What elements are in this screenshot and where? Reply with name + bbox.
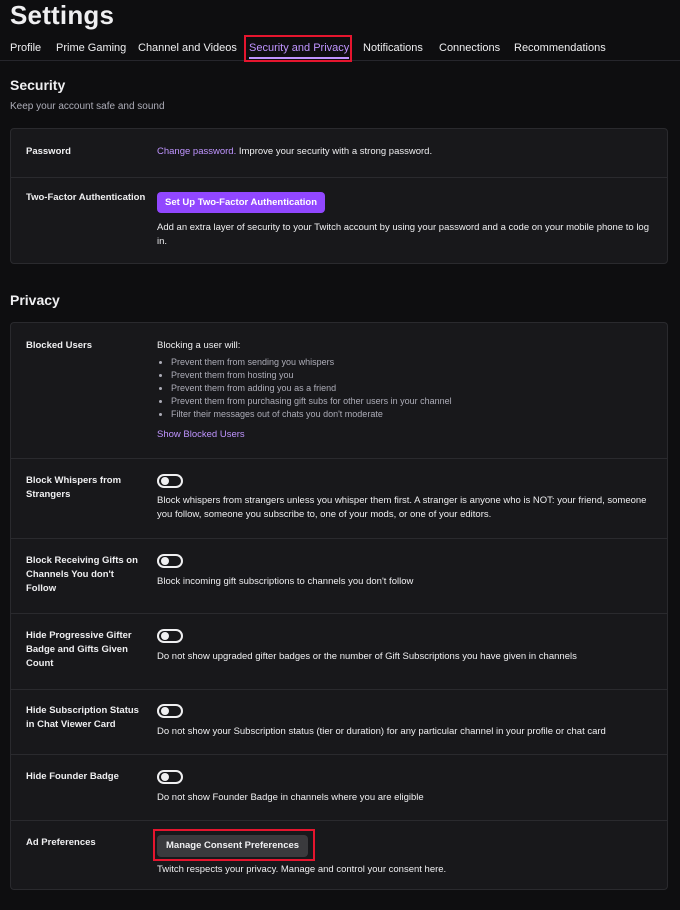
hide-gifter-row: [11, 613, 667, 690]
blocked-users-intro: Blocking a user will:: [157, 340, 241, 351]
tab-security-and-privacy[interactable]: Security and Privacy: [249, 42, 350, 54]
list-item: • Prevent them from sending you whispers: [171, 356, 657, 369]
page-title: Settings: [10, 0, 115, 30]
block-gifts-content: [157, 554, 657, 589]
two-factor-description: Add an extra layer of security to your Twitch account by using your password and a code on your mobile phone to log in.: [157, 222, 649, 247]
hide-gifter-toggle[interactable]: [157, 629, 183, 643]
password-content: [157, 145, 657, 159]
two-factor-row: [11, 177, 667, 263]
tab-notifications[interactable]: Notifications: [363, 42, 423, 54]
hide-founder-description: Do not show Founder Badge in channels where you are eligible: [157, 792, 424, 803]
privacy-card: [10, 322, 668, 890]
security-section-title: Security: [10, 77, 66, 93]
block-whispers-toggle[interactable]: [157, 474, 183, 488]
hide-founder-toggle[interactable]: [157, 770, 183, 784]
block-whispers-description: Block whispers from strangers unless you whisper them first. A stranger is anyone who is NOT: your friend, someone you follow, someone you subscribe to, one of your mods, or one of your editors.: [157, 495, 647, 520]
ad-preferences-description: Twitch respects your privacy. Manage and control your consent here.: [157, 864, 447, 875]
toggle-knob: [161, 773, 169, 781]
security-section-subtitle: Keep your account safe and sound: [10, 101, 165, 112]
list-item: • Filter their messages out of chats you don't moderate: [171, 408, 657, 421]
password-label: Password: [26, 146, 71, 157]
blocked-users-row: [11, 323, 667, 459]
tab-recommendations[interactable]: Recommendations: [514, 42, 606, 54]
hide-sub-status-row: [11, 689, 667, 755]
setup-2fa-button[interactable]: Set Up Two-Factor Authentication: [157, 192, 325, 213]
blocked-users-label: Blocked Users: [26, 340, 93, 351]
two-factor-label: Two-Factor Authentication: [26, 192, 146, 203]
blocked-users-list: [157, 356, 657, 421]
block-gifts-description: Block incoming gift subscriptions to channels you don't follow: [157, 576, 414, 587]
hide-sub-status-label: Hide Subscription Status in Chat Viewer Card: [26, 705, 139, 730]
password-description: Improve your security with a strong password.: [238, 146, 433, 157]
hide-gifter-label: Hide Progressive Gifter Badge and Gifts Given Count: [26, 630, 132, 669]
block-whispers-label: Block Whispers from Strangers: [26, 475, 122, 500]
manage-consent-button[interactable]: Manage Consent Preferences: [157, 835, 308, 857]
hide-gifter-content: [157, 629, 657, 664]
hide-sub-status-toggle[interactable]: [157, 704, 183, 718]
ad-preferences-label: Ad Preferences: [26, 837, 96, 848]
hide-gifter-description: Do not show upgraded gifter badges or the number of Gift Subscriptions you have given in channels: [157, 651, 577, 662]
ad-preferences-row: [11, 820, 667, 889]
hide-sub-status-content: [157, 704, 657, 739]
hide-founder-content: [157, 770, 657, 805]
block-gifts-toggle[interactable]: [157, 554, 183, 568]
block-gifts-label: Block Receiving Gifts on Channels You don't Follow: [26, 555, 138, 594]
list-item: • Prevent them from hosting you: [171, 369, 657, 382]
tab-highlight-box: [244, 35, 352, 62]
show-blocked-users-link[interactable]: Show Blocked Users: [157, 429, 245, 440]
tab-prime-gaming[interactable]: Prime Gaming: [56, 42, 127, 54]
list-item: • Prevent them from adding you as a friend: [171, 382, 657, 395]
toggle-knob: [161, 557, 169, 565]
toggle-knob: [161, 707, 169, 715]
list-item: • Prevent them from purchasing gift subs for other users in your channel: [171, 395, 657, 408]
two-factor-content: [157, 192, 657, 249]
block-whispers-row: [11, 458, 667, 539]
block-gifts-row: [11, 538, 667, 614]
consent-highlight-box: [153, 829, 315, 861]
change-password-link[interactable]: Change password.: [157, 146, 237, 157]
blocked-users-content: [157, 339, 657, 442]
security-card: [10, 128, 668, 264]
tab-connections[interactable]: Connections: [439, 42, 501, 54]
block-whispers-content: [157, 474, 657, 522]
hide-founder-label: Hide Founder Badge: [26, 771, 119, 782]
toggle-knob: [161, 477, 169, 485]
password-row: [11, 129, 667, 178]
hide-sub-status-description: Do not show your Subscription status (tier or duration) for any particular channel in your profile or chat card: [157, 726, 606, 737]
tab-profile[interactable]: Profile: [10, 42, 42, 54]
toggle-knob: [161, 632, 169, 640]
tab-channel-and-videos[interactable]: Channel and Videos: [138, 42, 237, 54]
hide-founder-row: [11, 754, 667, 821]
privacy-section-title: Privacy: [10, 292, 60, 308]
